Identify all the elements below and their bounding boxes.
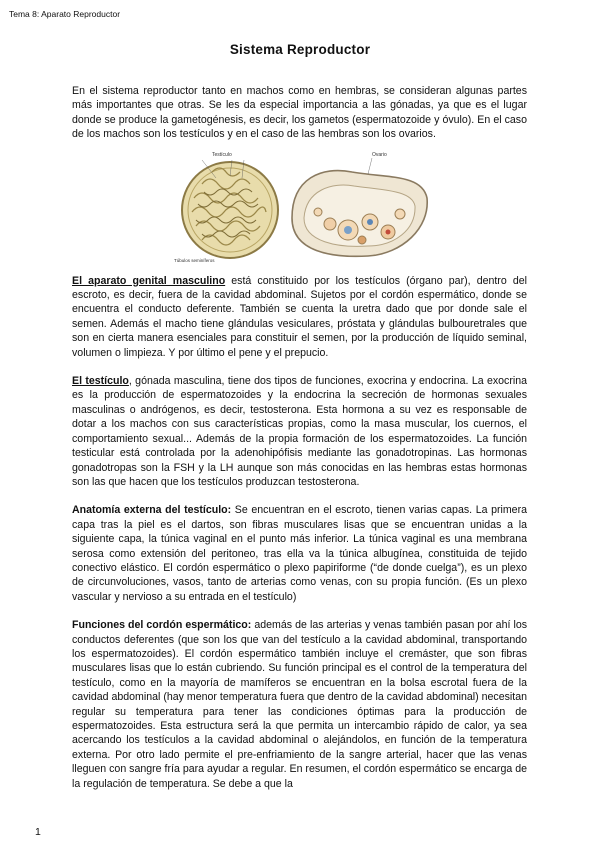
intro-paragraph: En el sistema reproductor tanto en machos como en hembras, se consideran algunas partes más importantes que otras. Se les da especial importancia a las gónadas, ya que es el lugar donde se produce la gametogénesis, es decir, los gametos (espermatozoide y óvulo). En el caso de los machos son los testículos y en el caso de las hembras son los ovarios. [72, 85, 527, 141]
tubules-caption: Túbulos seminíferos [174, 257, 215, 263]
term-anatomia-externa: Anatomía externa del testículo: [72, 504, 232, 517]
document-body [72, 84, 527, 791]
paragraph-cordon-espermatico: Funciones del cordón espermático: además de las arterias y venas también pasan por ahí los conductos deferentes (que son los que van del testículo a la cavidad abdominal, transportando los espermatozoides). El cordón espermático también incluye el cremáster, que son fibras musculares lisas que lo están cubriendo. Su función principal es el control de la temperatura del testículo, como en la mayoría de mamíferos se encuentran en la bolsa escrotal fuera de la cavidad abdominal (hay menor temperatura fuera que dentro de la cavidad abdominal) necesitan regular su temperatura para tener las condiciones óptimas para la producción de espermatozoides. Esta estructura será la que permita un intercambio rápido de calor, ya sea acercando los testículos a la cavidad abdominal o alejándolos, en función de la temperatura externa. Por otro lado permite el pre-enfriamiento de la sangre arterial, hacer que las venas lleguen con sangre fría para ayudar a regular. En resumen, el cordón espermático se encarga de la regulación de temperatura. Se debe a que la [72, 619, 528, 790]
paragraph-anatomia-externa: Anatomía externa del testículo: Se encuentran en el escroto, tienen varias capas. La primera capa tras la piel es el dartos, son fibras musculares lisas que se encuentran unidas a la siguiente capa, la túnica vaginal en el punto más inferior. La túnica vaginal es una membrana serosa como extensión del peritoneo, tras ella va la túnica albugínea, constituida de tejido conectivo elástico. El cordón espermático o plexo papiriforme (“de donde cuelga”), es un plexo de circunvoluciones, vasos, tanto de arterias como venas, con su propia función. (Es un plexo vascular y nervioso a su entrada en el testículo) [72, 504, 527, 603]
paragraph-testiculo: El testículo, gónada masculina, tiene dos tipos de funciones, exocrina y endocrina. La exocrina es la producción de espermatozoides y la endocrina la secreción de hormonas sexuales masculinas o andrógenos, es decir, testosterona. Esta hormona a su vez es responsable de dotar a los machos con sus características propias, como la masa muscular, los cuernos, el comportamiento sexual... Además de la propia formación de los espermatozoides. La función testicular está controlada por la adenohipófisis mediante las gonadotropinas. Las hormonas gonadotropas son la FSH y la LH aunque son más conocidas en las hembras estas hormonas son las que hacen que los testículos produzcan testosterona. [72, 375, 527, 488]
term-cordon-espermatico: Funciones del cordón espermático: [72, 619, 252, 632]
gonads-illustration [72, 148, 527, 266]
testis-ovary-drawing [172, 148, 432, 266]
paragraph-aparato-masculino: El aparato genital masculino está constituido por los testículos (órgano par), dentro del escroto, es decir, fuera de la cavidad abdominal. Sujetos por el cordón espermático, donde se encuentra el conducto deferente. También se cuenta la uretra dado que por donde sale el semen. Además el macho tiene glándulas vesiculares, próstata y glándulas bulbouretrales que son en cierta manera esenciales para constituir el semen, por la producción de líquido seminal, volumen o limpieza. Y por último el pene y el prepucio. [72, 274, 527, 359]
testis-label: Testículo [212, 151, 232, 158]
ovary-label: Ovario [372, 151, 387, 158]
term-aparato-masculino: El aparato genital masculino [72, 274, 226, 287]
ovary-drawing [292, 152, 427, 256]
testis-drawing [174, 152, 278, 263]
term-testiculo: El testículo [72, 375, 129, 388]
running-header: Tema 8: Aparato Reproductor [9, 9, 121, 19]
page-number: 1 [35, 826, 41, 838]
page-title: Sistema Reproductor [229, 42, 371, 57]
